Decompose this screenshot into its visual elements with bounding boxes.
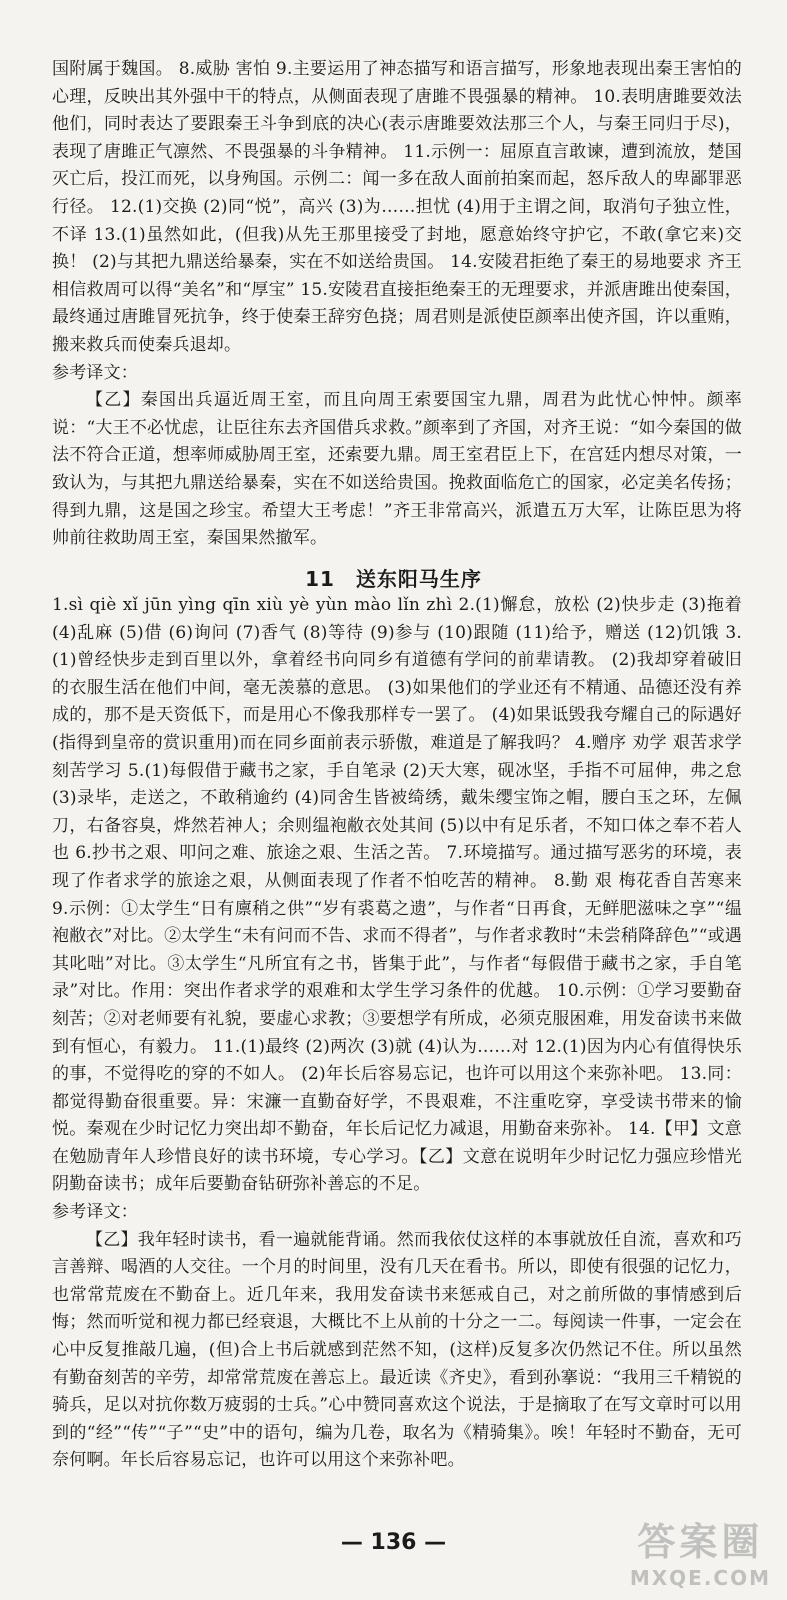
section-title: 11 送东阳马生序 [305,567,482,591]
answer-block-1 [52,56,742,553]
answer-text-1: 国附属于魏国。 8.威胁 害怕 9.主要运用了神态描写和语言描写，形象地表现出秦王害怕的心理，反映出其外强中干的特点，从侧面表现了唐雎不畏强暴的精神。 10.表明唐雎要效法他们，同时表达了要跟秦王斗争到底的决心(表示唐雎要效法那三个人，与秦王同归于尽)，表现了唐雎正气凛然、不畏强暴的斗争精神。 11.示例一：屈原直言敢谏，遭到流放，楚国灭亡后，投江而死，以身殉国。示例二：闻一多在敌人面前拍案而起，怒斥敌人的卑鄙罪恶行径。 12.(1)交换 (2)同“悦”，高兴 (3)为……担忧 (4)用于主谓之间，取消句子独立性，不译 13.(1)虽然如此，(但我)从先王那里接受了封地，愿意始终守护它，不敢(拿它来)交换！ (2)与其把九鼎送给暴秦，实在不如送给贵国。 14.安陵君拒绝了秦王的易地要求 齐王相信救周可以得“美名”和“厚宝” 15.安陵君直接拒绝秦王的无理要求，并派唐雎出使秦国，最终通过唐雎冒死抗争，终于使秦王辞穷色挠；周君则是派使臣颜率出使齐国，许以重贿，搬来救兵而使秦兵退却。 [52,59,742,355]
page-number: — 136 — [340,1530,447,1555]
reference-translation-label-2: 参考译文： [52,1202,138,1223]
watermark-logo [630,1511,771,1590]
translation-text-2: 【乙】我年轻时读书，看一遍就能背诵。然而我依仗这样的本事就放任自流，喜欢和巧言善辩、喝酒的人交往。一个月的时间里，没有几天在看书。所以，即使有很强的记忆力，也常常荒废在不勤奋上。近几年来，我用发奋读书来惩戒自己，对之前所做的事情感到后悔；然而听觉和视力都已经衰退，大概比不上从前的十分之一二。每阅读一件事，一定会在心中反复推敲几遍，(但)合上书后就感到茫然不知，(这样)反复多次仍然记不住。所以虽然有勤奋刻苦的辛劳，却常常荒废在善忘上。最近读《齐史》，看到孙搴说：“我用三千精锐的骑兵，足以对抗你数万疲弱的士兵。”心中赞同喜欢这个说法，于是摘取了在写文章时可以用到的“经”“传”“子”“史”中的语句，编为几卷，取名为《精骑集》。唉！年轻时不勤奋，无可奈何啊。年长后容易忘记，也许可以用这个来弥补吧。 [52,1229,742,1471]
answer-block-2 [52,592,742,1475]
watermark-cn: 答案圈 [637,1520,764,1564]
answer-text-2: 1.sì qiè xǐ jūn yìng qīn xiù yè yùn mào lǐn zhì 2.(1)懈怠，放松 (2)快步走 (3)拖着 (4)乱麻 (5)借 (6)询问 (7)香气 (8)等待 (9)参与 (10)跟随 (11)给予，赠送 (12)饥饿 3.(1)曾经快步走到百里以外，拿着经书向同乡有道德有学问的前辈请教。 (2)我却穿着破旧的衣服生活在他们中间，毫无羡慕的意思。 (3)如果他们的学业还有不精通、品德还没有养成的，那不是天资低下，而是用心不像我那样专一罢了。 (4)如果诋毁我夸耀自己的际遇好(指得到皇帝的赏识重用)而在同乡面前表示骄傲，难道是了解我吗？ 4.赠序 劝学 艰苦求学 刻苦学习 5.(1)每假借于藏书之家，手自笔录 (2)天大寒，砚冰坚，手指不可屈伸，弗之怠 (3)录毕，走送之，不敢稍逾约 (4)同舍生皆被绮绣，戴朱缨宝饰之帽，腰白玉之环，左佩刀，右备容臭，烨然若神人；余则缊袍敝衣处其间 (5)以中有足乐者，不知口体之奉不若人也 6.抄书之艰、叩问之难、旅途之艰、生活之苦。 7.环境描写。通过描写恶劣的环境，表现了作者求学的旅途之艰，从侧面表现了作者不怕吃苦的精神。 8.勤 艰 梅花香自苦寒来 9.示例：①太学生“日有廪稍之供”“岁有裘葛之遗”，与作者“日再食，无鲜肥滋味之享”“缊袍敝衣”对比。②太学生“未有问而不告、求而不得者”，与作者求教时“未尝稍降辞色”“或遇其叱咄”对比。③太学生“凡所宜有之书，皆集于此”，与作者“每假借于藏书之家，手自笔录”对比。作用：突出作者求学的艰难和太学生学习条件的优越。 10.示例：①学习要勤奋刻苦；②对老师要有礼貌，要虚心求教；③要想学有所成，必须克服困难，用发奋读书来做到有恒心，有毅力。 11.(1)最终 (2)两次 (3)就 (4)认为……对 12.(1)因为内心有值得快乐的事，不觉得吃的穿的不如人。 (2)年长后容易忘记，也许可以用这个来弥补吧。 13.同：都觉得勤奋很重要。异：宋濂一直勤奋好学，不畏艰难，不注重吃穿，享受读书带来的愉悦。秦观在少时记忆力突出却不勤奋，年长后记忆力减退，用勤奋来弥补。 14.【甲】文意在勉励青年人珍惜良好的读书环境，专心学习。【乙】文意在说明年少时记忆力强应珍惜光阴勤奋读书；成年后要勤奋钻研弥补善忘的不足。 [52,595,742,1195]
reference-translation-label-1: 参考译文： [52,362,138,383]
watermark-url: MXQE.COM [629,1566,771,1590]
translation-text-1: 【乙】秦国出兵逼近周王室，而且向周王索要国宝九鼎，周君为此忧心忡忡。颜率说：“大王不必忧虑，让臣往东去齐国借兵求救。”颜率到了齐国，对齐王说：“如今秦国的做法不符合正道，想率师威胁周王室，还索要九鼎。周王室君臣上下，在宫廷内想尽对策，一致认为，与其把九鼎送给暴秦，实在不如送给贵国。挽救面临危亡的国家，必定美名传扬；得到九鼎，这是国之珍宝。希望大王考虑！”齐王非常高兴，派遣五万大军，让陈臣思为将帅前往救助周王室，秦国果然撤军。 [52,390,742,549]
